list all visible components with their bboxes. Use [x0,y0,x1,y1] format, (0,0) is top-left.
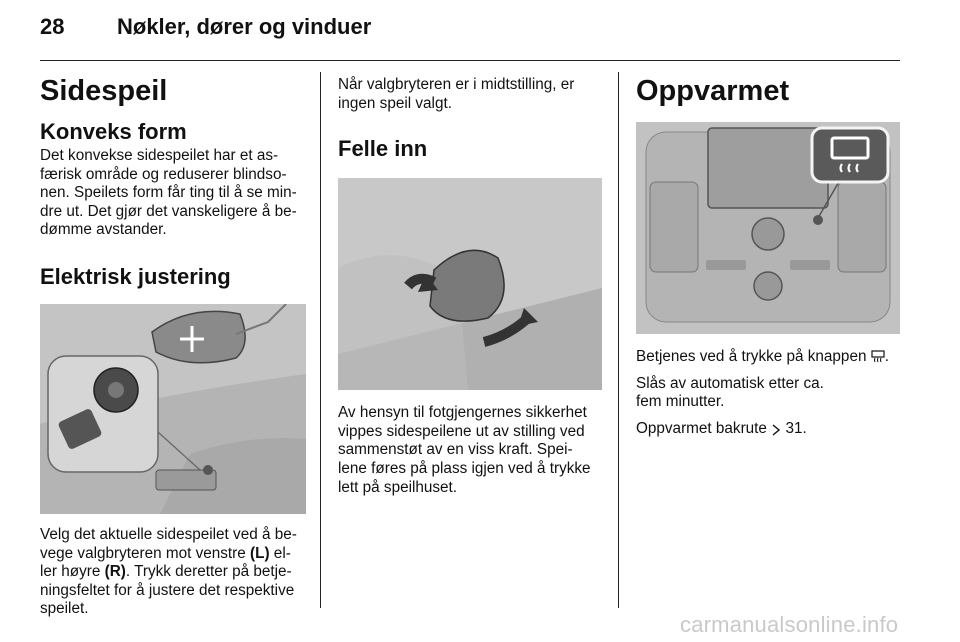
watermark: carmanualsonline.info [680,612,899,637]
mirror-heating-icon [871,350,885,364]
subheading-elektrisk: Elektrisk justering [40,263,231,289]
column-2 [338,72,604,497]
column-3 [636,72,902,438]
rear-window-reference: Oppvarmet bakrute 31. [636,419,807,437]
left-key-label: (L) [250,544,270,562]
right-key-label: (R) [104,563,126,581]
subheading-felle-inn: Felle inn [338,136,428,162]
column-divider-1 [320,72,321,608]
button-paragraph: Betjenes ved å trykke på knappen . [636,348,889,365]
header-rule [40,60,900,61]
column-divider-2 [618,72,619,608]
felle-inn-paragraph: Av hensyn til fotgjengernes sikkerhet vippes sidespeilene ut av stilling ved sammenstøt av en viss kraft. Spei- lene føres på plass igjen ved å trykke lett på speilhuset. [338,404,591,496]
subheading-oppvarmet: Oppvarmet [636,75,790,107]
center-console-illustration [636,122,900,334]
mirror-fold-illustration [338,178,602,390]
chapter-title: Nøkler, dører og vinduer [117,14,372,39]
cross-reference-arrow-icon [771,424,781,436]
konveks-paragraph: Det konvekse sidespeilet har et as- færisk område og reduserer blindso- nen. Speilets form får ting til å se min- dre ut. Det gjør det vanskeligere å be- dømme avstander. [40,147,297,239]
oppvarmet-paragraphs [636,348,902,438]
elektrisk-paragraph: Velg det aktuelle sidespeilet ved å be- vege valgbryteren mot venstre (L) el- ler høyre (R). Trykk deretter på betje- ningsfeltet for å justere det respektive speilet. [40,525,297,618]
auto-off-paragraph: Slås av automatisk etter ca. fem minutter. [636,374,824,411]
subheading-konveks: Konveks form [40,119,187,144]
midtstilling-paragraph: Når valgbryteren er i midtstilling, er ingen speil valgt. [338,76,575,112]
page-number: 28 [40,14,65,39]
mirror-control-illustration [40,304,306,514]
section-heading: Sidespeil [40,75,168,107]
column-1 [40,72,306,619]
